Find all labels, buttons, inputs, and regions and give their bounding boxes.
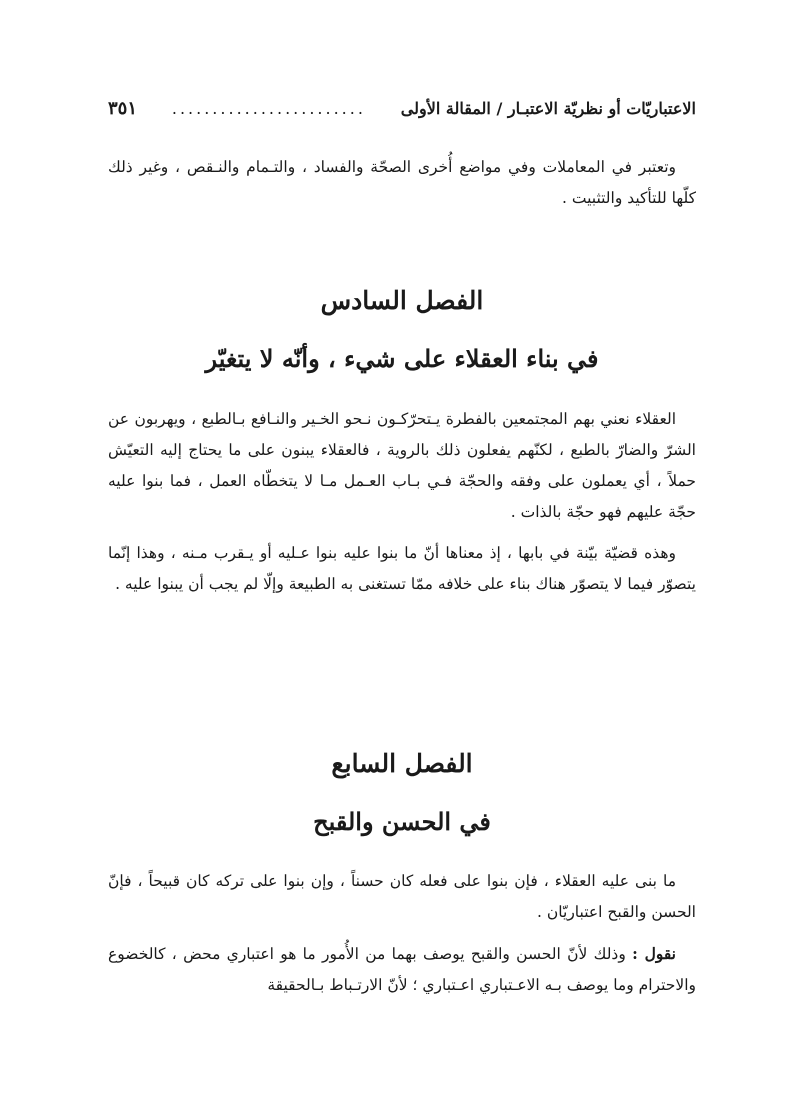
chapter-six-heading — [108, 281, 696, 379]
running-header — [108, 98, 696, 126]
chapter-six-title: الفصل السادس — [320, 286, 484, 315]
running-header-title: الاعتباريّات أو نظريّة الاعتبـار / المقالة الأولى — [400, 99, 696, 118]
chapter-six-paragraph-2: وهذه قضيّة بيّنة في بابها ، إذ معناها أنّ ما بنوا عليه بنوا عـليه أو يـقرب مـنه ، وهذا إنّما يتصوّر فيما لا يتصوّر هناك بناء على خلافه ممّا تستغنى به الطبيعة وإلّا لم يجب أن يبنوا عليه . — [108, 544, 696, 593]
chapter-seven-heading — [108, 744, 696, 842]
chapter-seven-paragraph-2 — [108, 938, 696, 1001]
chapter-six-subtitle: في بناء العقلاء على شيء ، وأنّه لا يتغيّر — [205, 344, 599, 373]
leader-dots: ........................ — [171, 99, 366, 118]
chapter-seven-paragraph-1: ما بنى عليه العقلاء ، فإن بنوا على فعله كان حسناً ، وإن بنوا على تركه كان قبيحاً ، فإنّ الحسن والقبح اعتباريّان . — [108, 872, 696, 921]
intro-paragraph: وتعتبر في المعاملات وفي مواضع أُخرى الصحّة والفساد ، والتـمام والنـقص ، وغير ذلك كلّها للتأكيد والتثبيت . — [108, 158, 696, 207]
intro-section — [108, 152, 696, 214]
chapter-seven-body — [108, 866, 696, 1001]
chapter-six-body — [108, 404, 696, 600]
chapter-six-paragraph-1: العقلاء نعني بهم المجتمعين بالفطرة يـتحرّكـون نـحو الخـير والنـافع بـالطبع ، ويهربون عن الشرّ والضارّ بالطبع ، لكنّهم يفعلون ذلك بالروية ، فالعقلاء يبنون على ما يحتاج إليه التعيّش حملاً ، أي يعملون على وفقه والحجّة فـي بـاب العـمل مـا لا يتخطّاه العمل ، فما بنوا عليه حجّة عليهم فهو حجّة بالذات . — [108, 410, 696, 521]
page-number: ٣٥١ — [108, 98, 138, 119]
chapter-seven-title: الفصل السابع — [331, 749, 473, 778]
paragraph-term: نقول : — [632, 944, 676, 963]
chapter-seven-subtitle: في الحسن والقبح — [313, 807, 491, 836]
chapter-seven-paragraph-2-text: وذلك لأنّ الحسن والقبح يوصف بهما من الأُمور ما هو اعتباري محض ، كالخضوع والاحترام وما يوصف بـه الاعـتباري اعـتباري ؛ لأنّ الارتـباط بـالحقيقة — [108, 945, 696, 994]
